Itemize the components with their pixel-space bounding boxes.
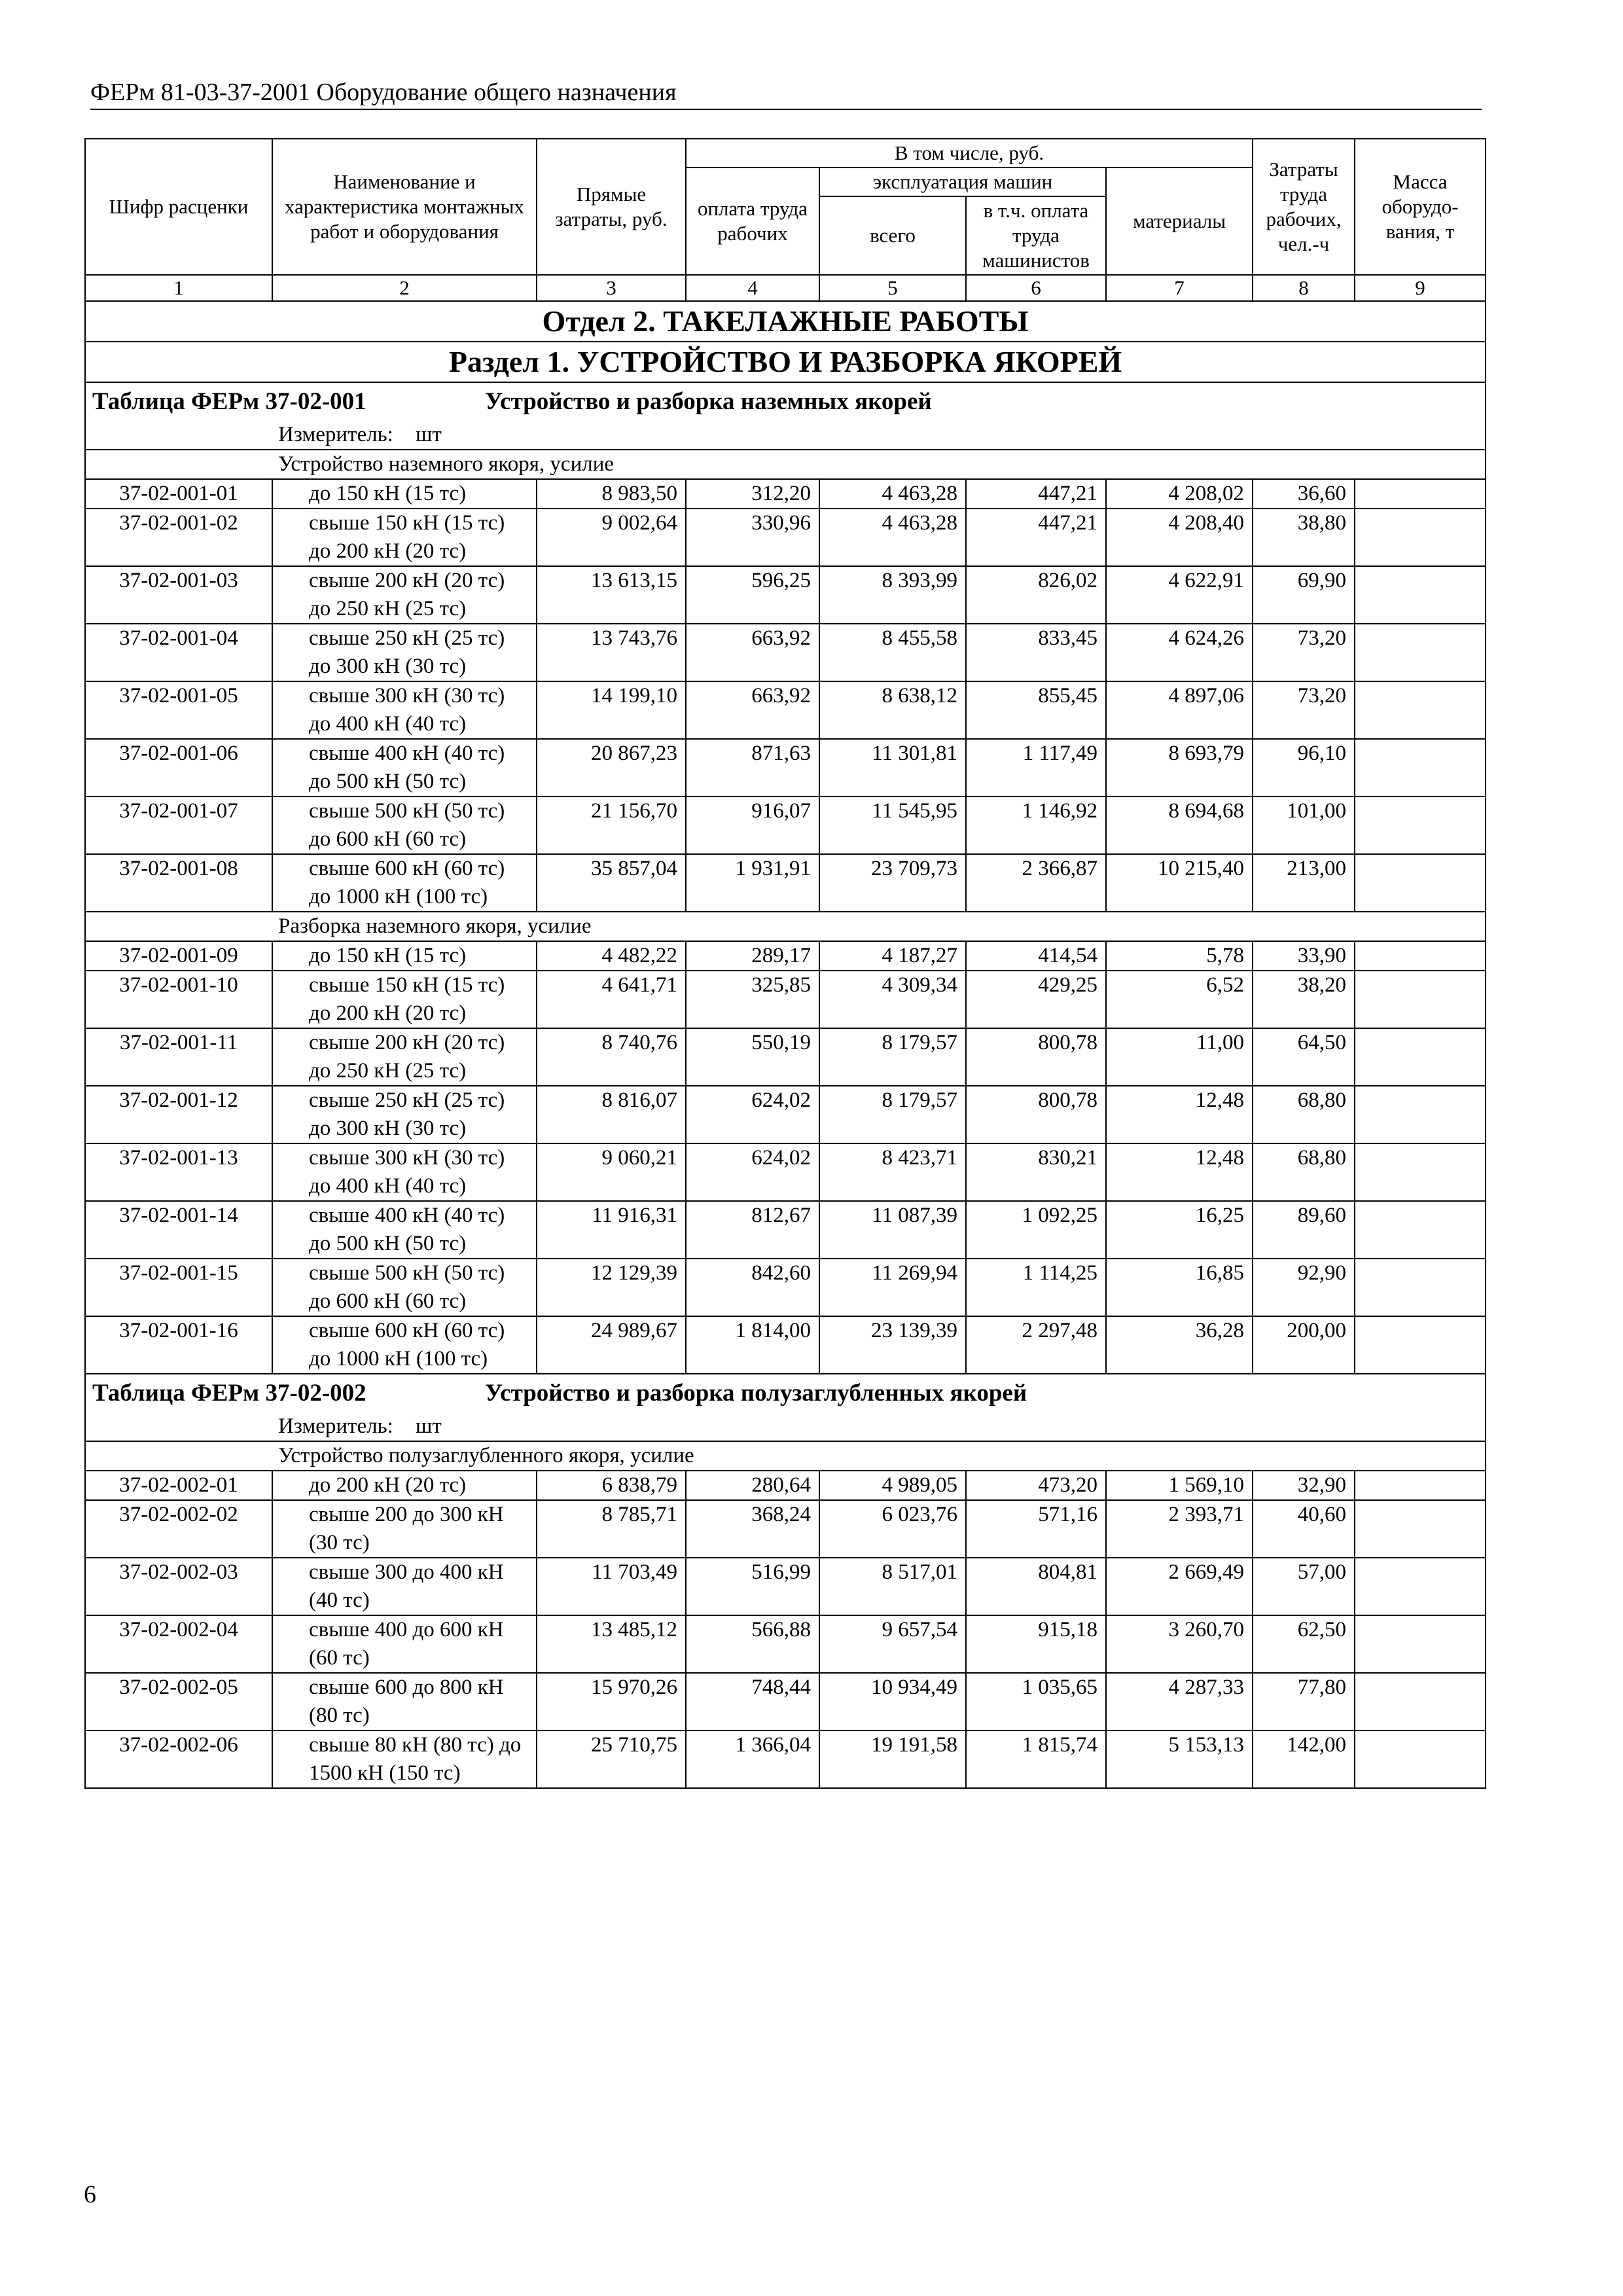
cell-wages: 330,96 xyxy=(686,509,819,566)
table-row xyxy=(85,1259,1486,1316)
cell-labor: 69,90 xyxy=(1253,566,1355,624)
cell-machines-total: 8 455,58 xyxy=(819,624,966,681)
table-row xyxy=(85,566,1486,624)
cell-wages: 312,20 xyxy=(686,479,819,509)
cell-machinist-wages: 447,21 xyxy=(966,509,1106,566)
measure-cell xyxy=(85,421,1486,450)
cell-code: 37-02-002-02 xyxy=(85,1500,272,1558)
cell-direct: 12 129,39 xyxy=(537,1259,686,1316)
cell-machinist-wages: 1 114,25 xyxy=(966,1259,1106,1316)
table-row xyxy=(85,971,1486,1028)
cell-wages: 596,25 xyxy=(686,566,819,624)
cell-machines-total: 19 191,58 xyxy=(819,1731,966,1788)
cell-name: свыше 300 кН (30 тс) до 400 кН (40 тс) xyxy=(272,681,537,739)
column-number: 7 xyxy=(1106,275,1253,301)
otdel-row xyxy=(85,301,1486,342)
cell-machines-total: 23 139,39 xyxy=(819,1316,966,1374)
cell-labor: 68,80 xyxy=(1253,1143,1355,1201)
cell-materials: 12,48 xyxy=(1106,1143,1253,1201)
col-header-code: Шифр расценки xyxy=(85,139,272,275)
cell-machines-total: 11 301,81 xyxy=(819,739,966,797)
cell-materials: 4 622,91 xyxy=(1106,566,1253,624)
cell-machines-total: 4 463,28 xyxy=(819,479,966,509)
cell-materials: 16,85 xyxy=(1106,1259,1253,1316)
cell-wages: 916,07 xyxy=(686,797,819,854)
cell-direct: 8 785,71 xyxy=(537,1500,686,1558)
cell-direct: 9 060,21 xyxy=(537,1143,686,1201)
cell-labor: 64,50 xyxy=(1253,1028,1355,1086)
cell-name: свыше 400 кН (40 тс) до 500 кН (50 тс) xyxy=(272,739,537,797)
measure-label: Измеритель: xyxy=(278,423,393,446)
cell-direct: 24 989,67 xyxy=(537,1316,686,1374)
cell-mass xyxy=(1355,797,1486,854)
col-group-incl: В том числе, руб. xyxy=(686,139,1253,168)
cell-wages: 842,60 xyxy=(686,1259,819,1316)
cell-materials: 12,48 xyxy=(1106,1086,1253,1143)
page-number: 6 xyxy=(84,2181,96,2208)
cell-labor: 77,80 xyxy=(1253,1673,1355,1731)
col-header-materials: материалы xyxy=(1106,168,1253,275)
cell-name: свыше 600 кН (60 тс) до 1000 кН (100 тс) xyxy=(272,1316,537,1374)
table-row xyxy=(85,509,1486,566)
cell-machines-total: 11 545,95 xyxy=(819,797,966,854)
cell-direct: 11 916,31 xyxy=(537,1201,686,1259)
cell-wages: 871,63 xyxy=(686,739,819,797)
table-title: Устройство и разборка полузаглубленных якорей xyxy=(485,1380,1027,1407)
cell-mass xyxy=(1355,1086,1486,1143)
cell-labor: 101,00 xyxy=(1253,797,1355,854)
cell-code: 37-02-001-05 xyxy=(85,681,272,739)
razdel-row xyxy=(85,342,1486,382)
cell-labor: 73,20 xyxy=(1253,624,1355,681)
table-row xyxy=(85,624,1486,681)
table-row xyxy=(85,1731,1486,1788)
subsection-heading: Разборка наземного якоря, усилие xyxy=(85,912,1486,941)
cell-machines-total: 9 657,54 xyxy=(819,1615,966,1673)
cell-machinist-wages: 830,21 xyxy=(966,1143,1106,1201)
cell-mass xyxy=(1355,971,1486,1028)
cell-labor: 142,00 xyxy=(1253,1731,1355,1788)
cell-mass xyxy=(1355,854,1486,912)
cell-name: свыше 400 кН (40 тс) до 500 кН (50 тс) xyxy=(272,1201,537,1259)
cell-materials: 3 260,70 xyxy=(1106,1615,1253,1673)
cell-labor: 36,60 xyxy=(1253,479,1355,509)
cell-labor: 57,00 xyxy=(1253,1558,1355,1615)
cell-code: 37-02-001-14 xyxy=(85,1201,272,1259)
cell-wages: 289,17 xyxy=(686,941,819,971)
cell-machinist-wages: 2 366,87 xyxy=(966,854,1106,912)
col-header-direct: Прямые затраты, руб. xyxy=(537,139,686,275)
subsection-row xyxy=(85,450,1486,479)
cell-code: 37-02-001-09 xyxy=(85,941,272,971)
cell-name: свыше 200 до 300 кН (30 тс) xyxy=(272,1500,537,1558)
cell-code: 37-02-001-10 xyxy=(85,971,272,1028)
cell-machines-total: 6 023,76 xyxy=(819,1500,966,1558)
cell-mass xyxy=(1355,1615,1486,1673)
measure-unit: шт xyxy=(416,1414,442,1438)
page-header: ФЕРм 81-03-37-2001 Оборудование общего назначения xyxy=(90,76,1482,110)
table-row xyxy=(85,941,1486,971)
cell-direct: 4 641,71 xyxy=(537,971,686,1028)
table-body xyxy=(85,301,1486,1788)
cell-machines-total: 4 463,28 xyxy=(819,509,966,566)
cell-mass xyxy=(1355,509,1486,566)
cell-machinist-wages: 826,02 xyxy=(966,566,1106,624)
cell-code: 37-02-001-13 xyxy=(85,1143,272,1201)
cell-code: 37-02-001-16 xyxy=(85,1316,272,1374)
cell-direct: 13 485,12 xyxy=(537,1615,686,1673)
col-header-machinist-wages: в т.ч. оплата труда машинистов xyxy=(966,196,1106,275)
cell-direct: 4 482,22 xyxy=(537,941,686,971)
table-row xyxy=(85,1673,1486,1731)
cell-labor: 40,60 xyxy=(1253,1500,1355,1558)
cell-machines-total: 8 179,57 xyxy=(819,1086,966,1143)
cell-labor: 92,90 xyxy=(1253,1259,1355,1316)
cell-labor: 62,50 xyxy=(1253,1615,1355,1673)
cell-machinist-wages: 1 092,25 xyxy=(966,1201,1106,1259)
cell-wages: 748,44 xyxy=(686,1673,819,1731)
cell-materials: 8 694,68 xyxy=(1106,797,1253,854)
column-number: 5 xyxy=(819,275,966,301)
column-number: 2 xyxy=(272,275,537,301)
subsection-row xyxy=(85,912,1486,941)
cell-name: свыше 300 до 400 кН (40 тс) xyxy=(272,1558,537,1615)
cell-mass xyxy=(1355,624,1486,681)
cell-machinist-wages: 414,54 xyxy=(966,941,1106,971)
cell-direct: 13 743,76 xyxy=(537,624,686,681)
column-number: 9 xyxy=(1355,275,1486,301)
cell-labor: 38,20 xyxy=(1253,971,1355,1028)
table-row xyxy=(85,1500,1486,1558)
col-header-wages: оплата труда рабочих xyxy=(686,168,819,275)
col-header-name: Наименование и характеристика монтажных работ и оборудования xyxy=(272,139,537,275)
cell-name: свыше 250 кН (25 тс) до 300 кН (30 тс) xyxy=(272,1086,537,1143)
cell-labor: 96,10 xyxy=(1253,739,1355,797)
table-row xyxy=(85,1143,1486,1201)
table-row xyxy=(85,479,1486,509)
column-numbers-row xyxy=(85,275,1486,301)
cell-mass xyxy=(1355,1316,1486,1374)
cell-name: свыше 250 кН (25 тс) до 300 кН (30 тс) xyxy=(272,624,537,681)
cell-machines-total: 11 269,94 xyxy=(819,1259,966,1316)
cell-machinist-wages: 2 297,48 xyxy=(966,1316,1106,1374)
table-code: Таблица ФЕРм 37-02-002 xyxy=(92,1380,366,1407)
table-row xyxy=(85,1316,1486,1374)
cell-name: до 200 кН (20 тс) xyxy=(272,1471,537,1500)
cell-wages: 325,85 xyxy=(686,971,819,1028)
cell-machines-total: 4 989,05 xyxy=(819,1471,966,1500)
cell-direct: 13 613,15 xyxy=(537,566,686,624)
cell-machines-total: 8 638,12 xyxy=(819,681,966,739)
cell-machines-total: 8 179,57 xyxy=(819,1028,966,1086)
cell-code: 37-02-002-03 xyxy=(85,1558,272,1615)
cell-code: 37-02-002-05 xyxy=(85,1673,272,1731)
table-row xyxy=(85,1471,1486,1500)
cell-materials: 2 669,49 xyxy=(1106,1558,1253,1615)
measure-label: Измеритель: xyxy=(278,1414,393,1438)
cell-materials: 11,00 xyxy=(1106,1028,1253,1086)
table-row xyxy=(85,1615,1486,1673)
cell-code: 37-02-001-02 xyxy=(85,509,272,566)
cell-wages: 624,02 xyxy=(686,1086,819,1143)
cell-machinist-wages: 1 815,74 xyxy=(966,1731,1106,1788)
cell-materials: 10 215,40 xyxy=(1106,854,1253,912)
cell-mass xyxy=(1355,1143,1486,1201)
table-row xyxy=(85,1028,1486,1086)
cell-direct: 25 710,75 xyxy=(537,1731,686,1788)
table-title-row xyxy=(85,1374,1486,1412)
cell-direct: 35 857,04 xyxy=(537,854,686,912)
cell-materials: 4 208,02 xyxy=(1106,479,1253,509)
cell-direct: 15 970,26 xyxy=(537,1673,686,1731)
cell-labor: 32,90 xyxy=(1253,1471,1355,1500)
measure-row xyxy=(85,421,1486,450)
cell-machines-total: 4 187,27 xyxy=(819,941,966,971)
cell-name: свыше 500 кН (50 тс) до 600 кН (60 тс) xyxy=(272,1259,537,1316)
table-row xyxy=(85,739,1486,797)
cell-machinist-wages: 571,16 xyxy=(966,1500,1106,1558)
cell-labor: 200,00 xyxy=(1253,1316,1355,1374)
cell-code: 37-02-001-03 xyxy=(85,566,272,624)
cell-materials: 4 287,33 xyxy=(1106,1673,1253,1731)
cell-machinist-wages: 855,45 xyxy=(966,681,1106,739)
col-group-machines: эксплуатация машин xyxy=(819,168,1106,196)
cell-name: свыше 400 до 600 кН (60 тс) xyxy=(272,1615,537,1673)
table-row xyxy=(85,1086,1486,1143)
cell-name: до 150 кН (15 тс) xyxy=(272,941,537,971)
cell-mass xyxy=(1355,1731,1486,1788)
cell-machinist-wages: 1 117,49 xyxy=(966,739,1106,797)
cell-direct: 8 740,76 xyxy=(537,1028,686,1086)
cell-mass xyxy=(1355,1028,1486,1086)
razdel-title: Раздел 1. УСТРОЙСТВО И РАЗБОРКА ЯКОРЕЙ xyxy=(85,342,1486,382)
table-row xyxy=(85,797,1486,854)
cell-machinist-wages: 1 146,92 xyxy=(966,797,1106,854)
cell-name: свыше 600 кН (60 тс) до 1000 кН (100 тс) xyxy=(272,854,537,912)
cell-wages: 566,88 xyxy=(686,1615,819,1673)
cell-mass xyxy=(1355,739,1486,797)
cell-code: 37-02-002-01 xyxy=(85,1471,272,1500)
cell-direct: 6 838,79 xyxy=(537,1471,686,1500)
table-title-row xyxy=(85,382,1486,421)
cell-materials: 6,52 xyxy=(1106,971,1253,1028)
cell-wages: 516,99 xyxy=(686,1558,819,1615)
cell-mass xyxy=(1355,1673,1486,1731)
cell-machines-total: 11 087,39 xyxy=(819,1201,966,1259)
cell-mass xyxy=(1355,941,1486,971)
column-number: 4 xyxy=(686,275,819,301)
cell-code: 37-02-001-11 xyxy=(85,1028,272,1086)
cell-materials: 5 153,13 xyxy=(1106,1731,1253,1788)
cell-materials: 2 393,71 xyxy=(1106,1500,1253,1558)
cell-labor: 213,00 xyxy=(1253,854,1355,912)
cell-name: свыше 150 кН (15 тс) до 200 кН (20 тс) xyxy=(272,509,537,566)
cell-direct: 8 816,07 xyxy=(537,1086,686,1143)
cell-direct: 9 002,64 xyxy=(537,509,686,566)
cell-wages: 624,02 xyxy=(686,1143,819,1201)
cell-labor: 73,20 xyxy=(1253,681,1355,739)
cell-wages: 280,64 xyxy=(686,1471,819,1500)
cell-machinist-wages: 473,20 xyxy=(966,1471,1106,1500)
cell-machines-total: 8 393,99 xyxy=(819,566,966,624)
cell-direct: 8 983,50 xyxy=(537,479,686,509)
cell-mass xyxy=(1355,1201,1486,1259)
cell-materials: 16,25 xyxy=(1106,1201,1253,1259)
cell-machinist-wages: 429,25 xyxy=(966,971,1106,1028)
cell-labor: 33,90 xyxy=(1253,941,1355,971)
table-title-cell xyxy=(85,382,1486,421)
table-title-cell xyxy=(85,1374,1486,1412)
cell-direct: 14 199,10 xyxy=(537,681,686,739)
cell-machines-total: 10 934,49 xyxy=(819,1673,966,1731)
table-row xyxy=(85,1558,1486,1615)
cell-machinist-wages: 800,78 xyxy=(966,1028,1106,1086)
rates-table xyxy=(84,138,1486,1789)
cell-materials: 4 208,40 xyxy=(1106,509,1253,566)
cell-labor: 68,80 xyxy=(1253,1086,1355,1143)
cell-code: 37-02-001-07 xyxy=(85,797,272,854)
cell-materials: 1 569,10 xyxy=(1106,1471,1253,1500)
table-title: Устройство и разборка наземных якорей xyxy=(485,388,932,415)
cell-name: свыше 500 кН (50 тс) до 600 кН (60 тс) xyxy=(272,797,537,854)
table-row xyxy=(85,1201,1486,1259)
cell-materials: 5,78 xyxy=(1106,941,1253,971)
column-number: 1 xyxy=(85,275,272,301)
cell-direct: 20 867,23 xyxy=(537,739,686,797)
cell-machinist-wages: 447,21 xyxy=(966,479,1106,509)
measure-cell xyxy=(85,1412,1486,1441)
measure-row xyxy=(85,1412,1486,1441)
cell-machinist-wages: 800,78 xyxy=(966,1086,1106,1143)
cell-wages: 812,67 xyxy=(686,1201,819,1259)
col-header-mass: Масса оборудо-вания, т xyxy=(1355,139,1486,275)
cell-name: до 150 кН (15 тс) xyxy=(272,479,537,509)
cell-machines-total: 23 709,73 xyxy=(819,854,966,912)
cell-code: 37-02-002-06 xyxy=(85,1731,272,1788)
cell-machines-total: 8 423,71 xyxy=(819,1143,966,1201)
cell-name: свыше 300 кН (30 тс) до 400 кН (40 тс) xyxy=(272,1143,537,1201)
cell-wages: 663,92 xyxy=(686,681,819,739)
cell-name: свыше 600 до 800 кН (80 тс) xyxy=(272,1673,537,1731)
cell-name: свыше 150 кН (15 тс) до 200 кН (20 тс) xyxy=(272,971,537,1028)
cell-direct: 11 703,49 xyxy=(537,1558,686,1615)
cell-wages: 1 931,91 xyxy=(686,854,819,912)
cell-labor: 38,80 xyxy=(1253,509,1355,566)
cell-machines-total: 4 309,34 xyxy=(819,971,966,1028)
table-row xyxy=(85,681,1486,739)
measure-unit: шт xyxy=(416,423,442,446)
cell-code: 37-02-001-06 xyxy=(85,739,272,797)
cell-machinist-wages: 1 035,65 xyxy=(966,1673,1106,1731)
cell-mass xyxy=(1355,1471,1486,1500)
cell-machinist-wages: 833,45 xyxy=(966,624,1106,681)
cell-materials: 4 897,06 xyxy=(1106,681,1253,739)
cell-labor: 89,60 xyxy=(1253,1201,1355,1259)
cell-machinist-wages: 915,18 xyxy=(966,1615,1106,1673)
otdel-title: Отдел 2. ТАКЕЛАЖНЫЕ РАБОТЫ xyxy=(85,301,1486,342)
column-number: 8 xyxy=(1253,275,1355,301)
subsection-heading: Устройство полузаглубленного якоря, усилие xyxy=(85,1441,1486,1471)
cell-materials: 36,28 xyxy=(1106,1316,1253,1374)
cell-wages: 1 814,00 xyxy=(686,1316,819,1374)
table-code: Таблица ФЕРм 37-02-001 xyxy=(92,388,366,415)
cell-code: 37-02-001-01 xyxy=(85,479,272,509)
subsection-row xyxy=(85,1441,1486,1471)
cell-name: свыше 200 кН (20 тс) до 250 кН (25 тс) xyxy=(272,1028,537,1086)
subsection-heading: Устройство наземного якоря, усилие xyxy=(85,450,1486,479)
cell-mass xyxy=(1355,1500,1486,1558)
cell-direct: 21 156,70 xyxy=(537,797,686,854)
cell-wages: 368,24 xyxy=(686,1500,819,1558)
cell-code: 37-02-001-12 xyxy=(85,1086,272,1143)
column-number: 3 xyxy=(537,275,686,301)
cell-mass xyxy=(1355,681,1486,739)
column-number: 6 xyxy=(966,275,1106,301)
cell-mass xyxy=(1355,1259,1486,1316)
cell-code: 37-02-001-15 xyxy=(85,1259,272,1316)
cell-code: 37-02-002-04 xyxy=(85,1615,272,1673)
cell-name: свыше 200 кН (20 тс) до 250 кН (25 тс) xyxy=(272,566,537,624)
cell-mass xyxy=(1355,1558,1486,1615)
cell-code: 37-02-001-04 xyxy=(85,624,272,681)
cell-mass xyxy=(1355,566,1486,624)
cell-wages: 550,19 xyxy=(686,1028,819,1086)
cell-machinist-wages: 804,81 xyxy=(966,1558,1106,1615)
cell-materials: 8 693,79 xyxy=(1106,739,1253,797)
cell-code: 37-02-001-08 xyxy=(85,854,272,912)
table-row xyxy=(85,854,1486,912)
cell-wages: 663,92 xyxy=(686,624,819,681)
cell-machines-total: 8 517,01 xyxy=(819,1558,966,1615)
cell-name: свыше 80 кН (80 тс) до 1500 кН (150 тс) xyxy=(272,1731,537,1788)
col-header-machines-total: всего xyxy=(819,196,966,275)
cell-wages: 1 366,04 xyxy=(686,1731,819,1788)
cell-mass xyxy=(1355,479,1486,509)
col-header-labor: Затраты труда рабочих, чел.-ч xyxy=(1253,139,1355,275)
cell-materials: 4 624,26 xyxy=(1106,624,1253,681)
